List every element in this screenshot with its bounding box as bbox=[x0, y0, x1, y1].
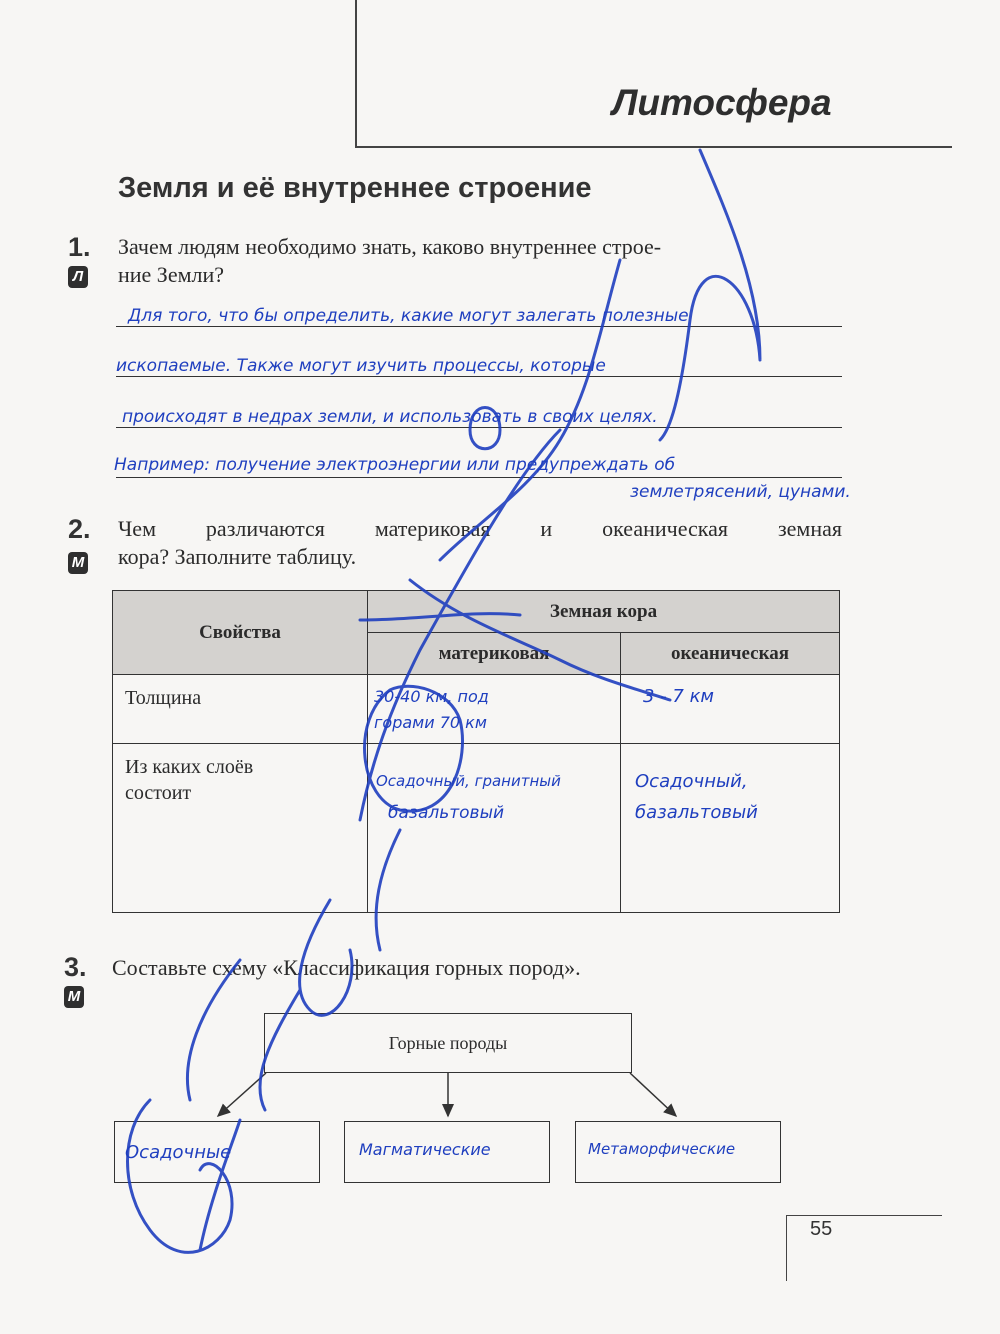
table-header-continental: материковая bbox=[368, 633, 621, 675]
question-3-text: Составьте схему «Классификация горных пород». bbox=[112, 955, 581, 980]
diagram-child-box: Метаморфические bbox=[575, 1121, 781, 1183]
question-2-line-1: Чем различаются материковая и океаническая земная bbox=[118, 516, 842, 541]
question-1-line-1: Зачем людям необходимо знать, каково внутреннее строе- bbox=[118, 234, 662, 259]
page-number-rule bbox=[786, 1215, 942, 1216]
table-cell-property: Толщина bbox=[113, 675, 368, 744]
diagram-root-box: Горные породы bbox=[264, 1013, 632, 1073]
table-cell-oceanic: 3 - 7 км bbox=[621, 675, 840, 744]
handwritten-answer-line: Для того, что бы определить, какие могут залегать полезные bbox=[128, 306, 689, 326]
page-number: 55 bbox=[810, 1218, 833, 1240]
handwritten-answer-line: Например: получение электроэнергии или предупреждать об bbox=[114, 455, 676, 475]
question-3-number: 3. bbox=[64, 952, 87, 982]
question-1-number: 1. bbox=[68, 232, 91, 262]
handwritten-answer-line: землетрясений, цунами. bbox=[630, 482, 851, 502]
diagram-child-box: Магматические bbox=[344, 1121, 550, 1183]
handwritten-answer-line: происходят в недрах земли, и использовать в своих целях. bbox=[122, 407, 658, 427]
question-2-number: 2. bbox=[68, 514, 91, 544]
arrow-to-sedimentary bbox=[218, 1073, 266, 1116]
table-cell-continental: 30-40 км, под горами 70 км bbox=[368, 675, 621, 744]
question-2-line-2: кора? Заполните таблицу. bbox=[118, 544, 357, 569]
handwritten-answer-line: ископаемые. Также могут изучить процессы, которые bbox=[116, 356, 606, 376]
page-number-rule bbox=[786, 1215, 787, 1281]
level-badge-icon: Л bbox=[68, 266, 88, 288]
chapter-title: Литосфера bbox=[612, 82, 832, 123]
table-cell-continental: Осадочный, гранитный базальтовый bbox=[368, 744, 621, 913]
level-badge-icon: М bbox=[64, 986, 84, 1008]
arrow-to-metamorphic bbox=[630, 1073, 676, 1116]
diagram-child-box: Осадочные bbox=[114, 1121, 320, 1183]
table-cell-oceanic: Осадочный, базальтовый bbox=[621, 744, 840, 913]
section-title: Земля и её внутреннее строение bbox=[118, 172, 592, 204]
level-badge-icon: М bbox=[68, 552, 88, 574]
table-cell-property: Из каких слоёв состоит bbox=[113, 744, 368, 913]
question-1-line-2: ние Земли? bbox=[118, 262, 225, 287]
table-header-oceanic: океаническая bbox=[621, 633, 840, 675]
table-header-properties: Свойства bbox=[113, 591, 368, 675]
table-header-earth-crust: Земная кора bbox=[368, 591, 840, 633]
